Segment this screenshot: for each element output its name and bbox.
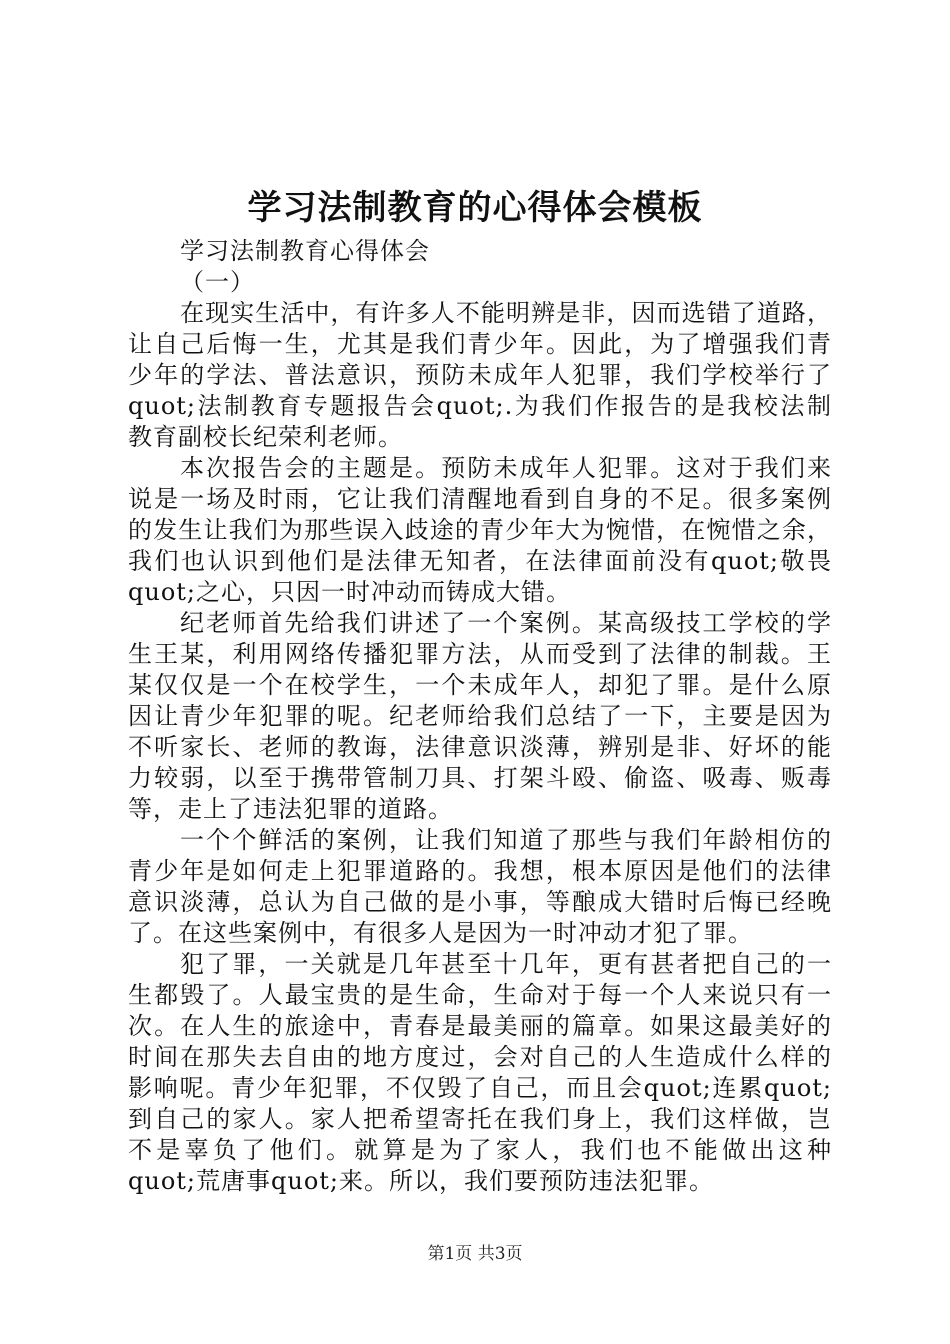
- paragraph-line: 不是辜负了他们。就算是为了家人，我们也不能做出这种: [128, 1136, 832, 1164]
- paragraph-line: 在现实生活中，有许多人不能明辨是非，因而选错了道路，: [180, 299, 832, 327]
- paragraph-line: 教育副校长纪荣利老师。: [128, 423, 403, 451]
- subtitle: 学习法制教育心得体会: [180, 237, 430, 265]
- paragraph-line: 了。在这些案例中，有很多人是因为一时冲动才犯了罪。: [128, 919, 753, 947]
- paragraph-line: quot;荒唐事quot;来。所以，我们要预防违法犯罪。: [128, 1167, 714, 1195]
- paragraph-line: 因让青少年犯罪的呢。纪老师给我们总结了一下，主要是因为: [128, 702, 832, 730]
- paragraph-line: 让自己后悔一生，尤其是我们青少年。因此，为了增强我们青: [128, 330, 832, 358]
- paragraph-line: 力较弱，以至于携带管制刀具、打架斗殴、偷盗、吸毒、贩毒: [128, 764, 832, 792]
- paragraph-line: quot;之心，只因一时冲动而铸成大错。: [128, 578, 571, 606]
- section-label: （一）: [180, 268, 255, 296]
- paragraph-line: 我们也认识到他们是法律无知者，在法律面前没有quot;敬畏: [128, 547, 832, 575]
- paragraph-line: 次。在人生的旅途中，青春是最美丽的篇章。如果这最美好的: [128, 1012, 832, 1040]
- paragraph-line: 不听家长、老师的教诲，法律意识淡薄，辨别是非、好坏的能: [128, 733, 832, 761]
- paragraph-line: 意识淡薄，总认为自己做的是小事，等酿成大错时后悔已经晚: [128, 888, 832, 916]
- page-footer: 第1页 共3页: [427, 1244, 523, 1264]
- paragraph-line: 青少年是如何走上犯罪道路的。我想，根本原因是他们的法律: [128, 857, 832, 885]
- paragraph-line: quot;法制教育专题报告会quot;.为我们作报告的是我校法制: [128, 392, 832, 420]
- paragraph-line: 时间在那失去自由的地方度过，会对自己的人生造成什么样的: [128, 1043, 832, 1071]
- paragraph-line: 说是一场及时雨，它让我们清醒地看到自身的不足。很多案例: [128, 485, 832, 513]
- paragraph-line: 本次报告会的主题是。预防未成年人犯罪。这对于我们来: [180, 454, 832, 482]
- paragraph-line: 生王某，利用网络传播犯罪方法，从而受到了法律的制裁。王: [128, 640, 832, 668]
- paragraph-line: 少年的学法、普法意识，预防未成年人犯罪，我们学校举行了: [128, 361, 832, 389]
- paragraph-line: 生都毁了。人最宝贵的是生命，生命对于每一个人来说只有一: [128, 981, 832, 1009]
- paragraph-line: 一个个鲜活的案例，让我们知道了那些与我们年龄相仿的: [180, 826, 832, 854]
- paragraph-line: 纪老师首先给我们讲述了一个案例。某高级技工学校的学: [180, 609, 832, 637]
- paragraph-line: 影响呢。青少年犯罪，不仅毁了自己，而且会quot;连累quot;: [128, 1074, 832, 1102]
- document-title: 学习法制教育的心得体会模板: [247, 188, 703, 228]
- paragraph-line: 到自己的家人。家人把希望寄托在我们身上，我们这样做，岂: [128, 1105, 832, 1133]
- paragraph-line: 某仅仅是一个在校学生，一个未成年人，却犯了罪。是什么原: [128, 671, 832, 699]
- paragraph-line: 等，走上了违法犯罪的道路。: [128, 795, 453, 823]
- paragraph-line: 的发生让我们为那些误入歧途的青少年大为惋惜，在惋惜之余，: [128, 516, 832, 544]
- document-body: [128, 236, 832, 1197]
- paragraph-line: 犯了罪，一关就是几年甚至十几年，更有甚者把自己的一: [180, 950, 832, 978]
